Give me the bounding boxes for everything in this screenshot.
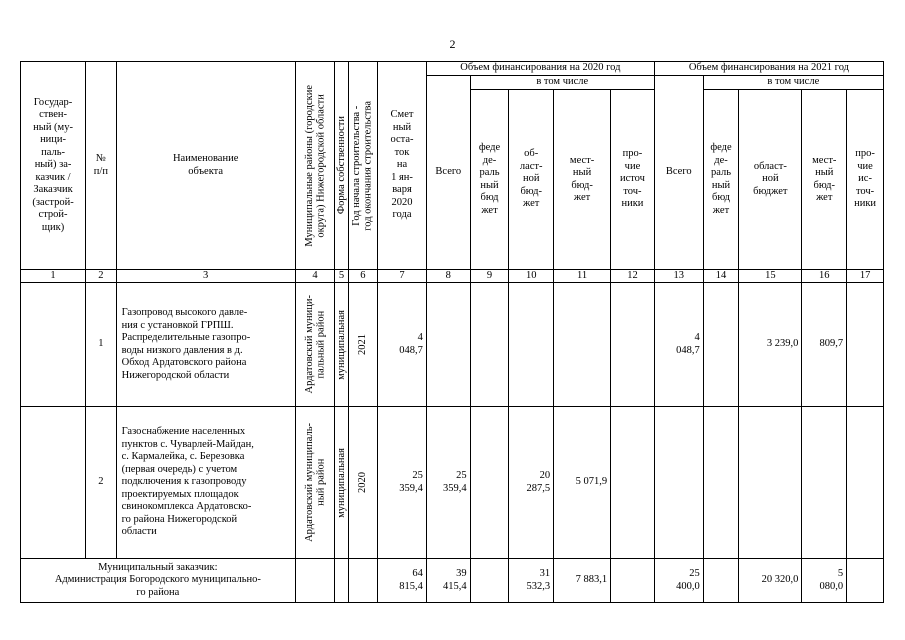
local-2021-cell: 809,7 (802, 283, 847, 407)
header-ownership: Форма собственности (335, 62, 348, 270)
summary-years-cell (348, 559, 378, 603)
header-estimated-remainder: Смет ный оста- ток на 1 ян- варя 2020 года (378, 62, 427, 270)
regional-2021-cell (739, 407, 802, 559)
other-2020-cell (611, 407, 655, 559)
other-2021-cell (847, 283, 884, 407)
customer-cell (21, 283, 86, 407)
col-number: 7 (378, 270, 427, 283)
ownership-cell: муниципальная (335, 283, 348, 407)
object-name: Газоснабжение населенных пунктов с. Чуварлей-Майдан, с. Кармалейка, с. Березовка (первая очередь) с учетом подключения к газопроводу проектируемых площадок свинокомплекса Ардатовско- го района Нижегородской области (116, 407, 295, 559)
regional-2020-cell (509, 283, 554, 407)
regional-2021-cell: 3 239,0 (739, 283, 802, 407)
federal-2020-cell (470, 407, 509, 559)
header-group-2021: Объем финансирования на 2021 год (654, 62, 883, 76)
object-name: Газопровод высокого давле- ния с установкой ГРПШ. Распределительные газопро- воды низкого давления в д. Обход Ардатовского района Нижегородской области (116, 283, 295, 407)
ownership-cell: муниципальная (335, 407, 348, 559)
header-local-2020: мест- ный бюд- жет (554, 90, 611, 270)
col-number: 9 (470, 270, 509, 283)
header-regional-2021: област- ной бюджет (739, 90, 802, 270)
local-2020-cell: 5 071,9 (554, 407, 611, 559)
summary-ownership-cell (335, 559, 348, 603)
other-2021-cell (847, 407, 884, 559)
col-number: 1 (21, 270, 86, 283)
total-2020-cell (426, 283, 470, 407)
table-row (21, 283, 884, 407)
local-2021-cell (802, 407, 847, 559)
col-number: 12 (611, 270, 655, 283)
summary-regional-2020: 31 532,3 (509, 559, 554, 603)
summary-local-2020: 7 883,1 (554, 559, 611, 603)
header-number: № п/п (86, 62, 117, 270)
summary-regional-2021: 20 320,0 (739, 559, 802, 603)
summary-federal-2020 (470, 559, 509, 603)
col-number: 13 (654, 270, 703, 283)
summary-customer-label: Муниципальный заказчик: Администрация Богородского муниципально- го района (21, 559, 296, 603)
summary-local-2021: 5 080,0 (802, 559, 847, 603)
years-cell: 2020 (348, 407, 378, 559)
col-number: 14 (703, 270, 739, 283)
col-number: 4 (295, 270, 335, 283)
summary-district-cell (295, 559, 335, 603)
total-2021-cell (654, 407, 703, 559)
district-cell: Ардатовский муниципаль- ный район (295, 407, 335, 559)
header-federal-2021: феде де- раль ный бюд жет (703, 90, 739, 270)
customer-cell (21, 407, 86, 559)
summary-remainder: 64 815,4 (378, 559, 427, 603)
col-number: 16 (802, 270, 847, 283)
federal-2020-cell (470, 283, 509, 407)
header-including-2020: в том числе (470, 76, 654, 90)
summary-total-2021: 25 400,0 (654, 559, 703, 603)
row-number: 1 (86, 283, 117, 407)
col-number: 15 (739, 270, 802, 283)
header-group-2020: Объем финансирования на 2020 год (426, 62, 654, 76)
col-number: 11 (554, 270, 611, 283)
header-other-2021: про- чие ис- точ- ники (847, 90, 884, 270)
summary-other-2021 (847, 559, 884, 603)
col-number: 8 (426, 270, 470, 283)
federal-2021-cell (703, 407, 739, 559)
local-2020-cell (554, 283, 611, 407)
header-federal-2020: феде де- раль ный бюд жет (470, 90, 509, 270)
summary-federal-2021 (703, 559, 739, 603)
summary-other-2020 (611, 559, 655, 603)
header-other-2020: про- чие источ точ- ники (611, 90, 655, 270)
col-number: 17 (847, 270, 884, 283)
remainder-cell: 4 048,7 (378, 283, 427, 407)
header-total-2021: Всего (654, 76, 703, 270)
remainder-cell: 25 359,4 (378, 407, 427, 559)
header-customer: Государ- ствен- ный (му- ници- паль- ный) за- казчик / Заказчик (застрой- строй- щик) (21, 62, 86, 270)
table-row (21, 407, 884, 559)
row-number: 2 (86, 407, 117, 559)
header-including-2021: в том числе (703, 76, 883, 90)
col-number: 2 (86, 270, 117, 283)
other-2020-cell (611, 283, 655, 407)
district-cell: Ардатовский муници- пальный район (295, 283, 335, 407)
header-local-2021: мест- ный бюд- жет (802, 90, 847, 270)
header-total-2020: Всего (426, 76, 470, 270)
total-2020-cell: 25 359,4 (426, 407, 470, 559)
column-number-row (21, 270, 884, 283)
col-number: 6 (348, 270, 378, 283)
summary-total-2020: 39 415,4 (426, 559, 470, 603)
summary-row (21, 559, 884, 603)
header-districts: Муниципальные районы (городские округа) Нижегородской области (295, 62, 335, 270)
header-object-name: Наименование объекта (116, 62, 295, 270)
col-number: 10 (509, 270, 554, 283)
header-years: Год начала строительства - год окончания строительства (348, 62, 378, 270)
header-regional-2020: об- ласт- ной бюд- жет (509, 90, 554, 270)
regional-2020-cell: 20 287,5 (509, 407, 554, 559)
col-number: 3 (116, 270, 295, 283)
federal-2021-cell (703, 283, 739, 407)
col-number: 5 (335, 270, 348, 283)
financing-table (20, 61, 884, 603)
page-number: 2 (449, 37, 456, 51)
years-cell: 2021 (348, 283, 378, 407)
total-2021-cell: 4 048,7 (654, 283, 703, 407)
